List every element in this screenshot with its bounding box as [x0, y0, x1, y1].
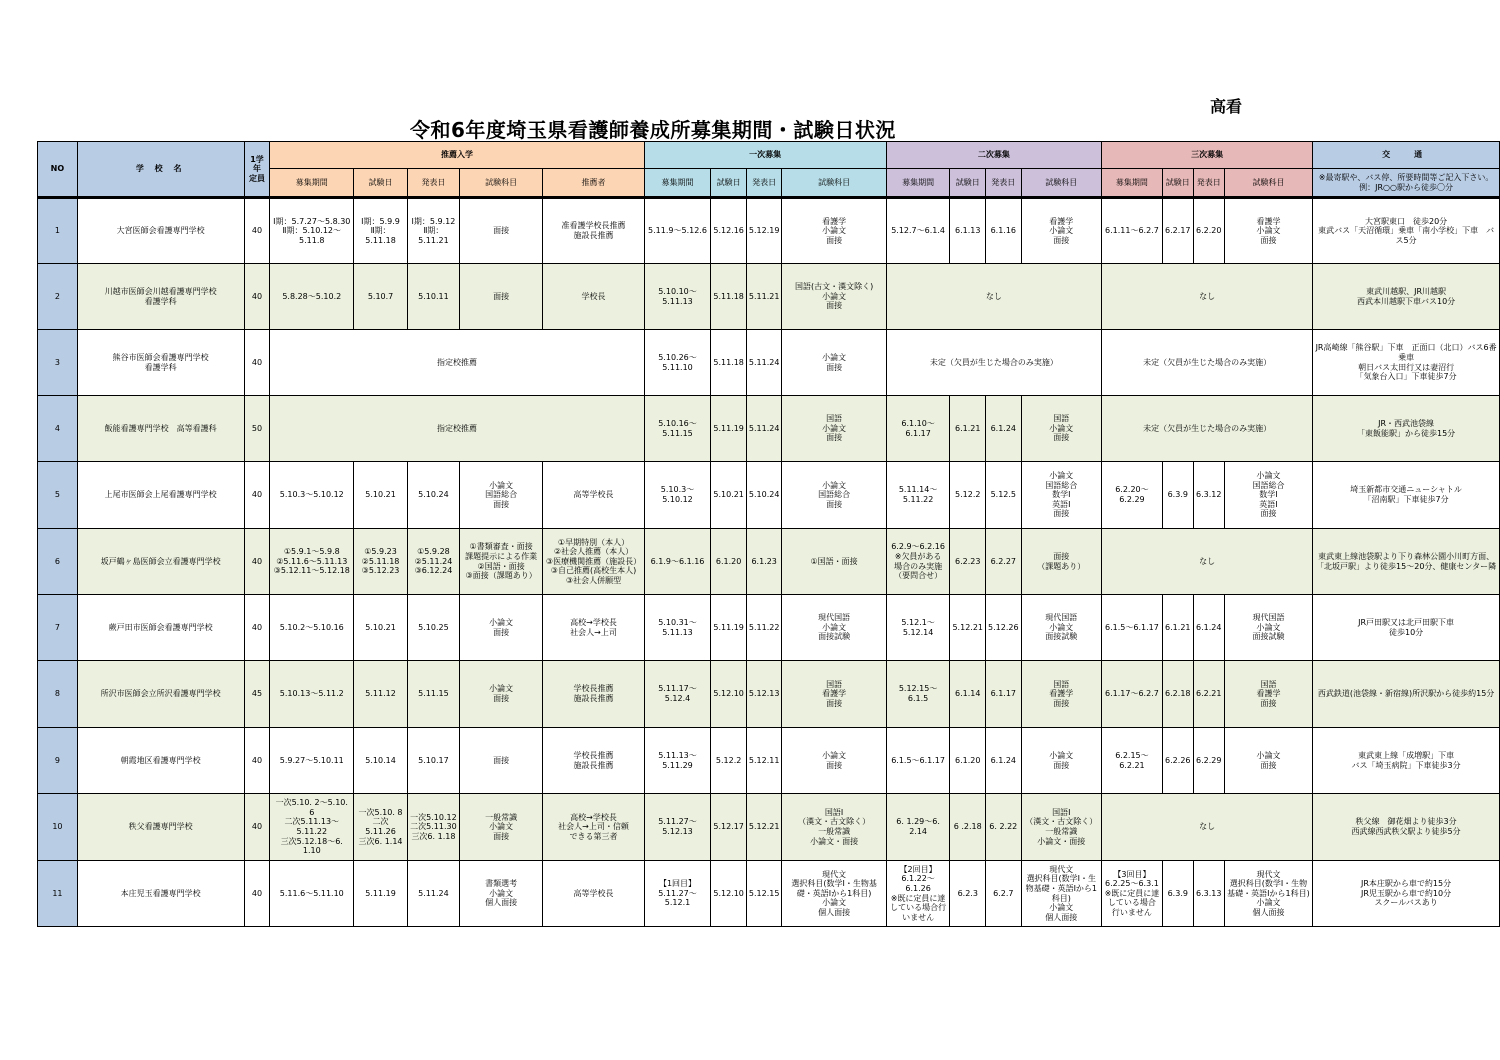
header-col: 試験科目: [1224, 169, 1312, 198]
third-round-cell: 6.3.9: [1162, 861, 1193, 927]
recommendation-cell: 5.10.7: [354, 264, 408, 330]
corner-label: 高看: [1210, 97, 1243, 116]
school-name: 秩父看護専門学校: [77, 794, 244, 861]
header-col: 募集期間: [644, 169, 711, 198]
first-round-cell: 5.11.18: [711, 264, 747, 330]
first-round-cell: 5.11.24: [746, 396, 782, 462]
third-round-merged: なし: [1102, 794, 1313, 861]
first-round-cell: 5.11.17～5.12.4: [644, 661, 711, 728]
transit-info: 埼玉新都市交通ニューシャトル 「沼南駅」下車徒歩7分: [1313, 462, 1500, 529]
header-col: 試験日: [1162, 169, 1193, 198]
header-no: NO: [38, 142, 78, 198]
capacity: 40: [244, 861, 270, 927]
exam-schedule-table: [37, 141, 1500, 927]
third-round-cell: 小論文 国語総合 数学Ⅰ 英語Ⅰ 面接: [1224, 462, 1312, 529]
third-round-cell: 6.1.5～6.1.17: [1102, 595, 1163, 661]
transit-info: JR戸田駅又は北戸田駅下車 徒歩10分: [1313, 595, 1500, 661]
first-round-cell: 5.12.19: [746, 198, 782, 264]
header-col: 発表日: [1193, 169, 1224, 198]
second-round-cell: 5.11.14～ 5.11.22: [886, 462, 950, 529]
recommendation-cell: Ⅰ期：5.7.27～5.8.30 Ⅱ期：5.10.12～5.11.8: [270, 198, 354, 264]
second-round-cell: 5.12.26: [986, 595, 1022, 661]
table-row: [38, 794, 1500, 861]
first-round-cell: 5.10.10～5.11.13: [644, 264, 711, 330]
header-col: 試験科目: [782, 169, 886, 198]
third-round-cell: 6.2.15～6.2.21: [1102, 728, 1163, 794]
capacity: 40: [244, 462, 270, 529]
transit-info: JR高崎線「熊谷駅」下車 正面口（北口）バス6番乗車 朝日バス太田行又は妻沼行 「気象台入口」下車徒歩7分: [1313, 330, 1500, 396]
header-transit: 交 通: [1313, 142, 1500, 169]
first-round-cell: 小論文 面接: [782, 330, 886, 396]
first-round-cell: 5.11.22: [746, 595, 782, 661]
table-row: [38, 396, 1500, 462]
first-round-cell: 5.11.27～5.12.13: [644, 794, 711, 861]
third-round-cell: 6.2.21: [1193, 661, 1224, 728]
header-col: 募集期間: [1102, 169, 1163, 198]
third-round-cell: 6.1.21: [1162, 595, 1193, 661]
row-number: 5: [38, 462, 78, 529]
third-round-cell: 6.1.17～6.2.7: [1102, 661, 1163, 728]
row-number: 4: [38, 396, 78, 462]
recommendation-cell: 一次5.10. 2～5.10. 6 二次5.11.13～ 5.11.22 三次5.12.18～6. 1.10: [270, 794, 354, 861]
transit-info: JR・西武池袋線 「東飯能駅」から徒歩15分: [1313, 396, 1500, 462]
header-transit-note: ※最寄駅や、バス停、所要時間等ご記入下さい。 例：JR○○駅から徒歩〇分: [1313, 169, 1500, 198]
first-round-cell: 5.12.10: [711, 661, 747, 728]
recommendation-cell: 一次5.10.12 二次5.11.30 三次6. 1.18: [407, 794, 459, 861]
row-number: 7: [38, 595, 78, 661]
third-round-cell: 6.2.20～6.2.29: [1102, 462, 1163, 529]
row-number: 10: [38, 794, 78, 861]
school-name: 上尾市医師会上尾看護専門学校: [77, 462, 244, 529]
recommendation-cell: 5.10.21: [354, 595, 408, 661]
header-school: 学 校 名: [77, 142, 244, 198]
second-round-cell: 6. 1.29～6. 2.14: [886, 794, 950, 861]
first-round-cell: 5.12.11: [746, 728, 782, 794]
second-round-cell: 6.1.13: [950, 198, 986, 264]
transit-info: 東武東上線「成増駅」下車 バス「埼玉病院」下車徒歩3分: [1313, 728, 1500, 794]
first-round-cell: 5.10.16～5.11.15: [644, 396, 711, 462]
header-col: 試験日: [354, 169, 408, 198]
header-col: 発表日: [746, 169, 782, 198]
recommendation-cell: 一次5.10. 8 二次 5.11.26 三次6. 1.14: [354, 794, 408, 861]
row-number: 8: [38, 661, 78, 728]
first-round-cell: 5.12.17: [711, 794, 747, 861]
first-round-cell: 現代文 選択科目(数学Ⅰ・生物基礎・英語Ⅰから1科目) 小論文 個人面接: [782, 861, 886, 927]
recommendation-cell: 高校→学校長 社会人→上司: [543, 595, 644, 661]
first-round-cell: 5.12.16: [711, 198, 747, 264]
third-round-cell: 6.2.26: [1162, 728, 1193, 794]
header-col: 推薦者: [543, 169, 644, 198]
row-number: 11: [38, 861, 78, 927]
capacity: 40: [244, 198, 270, 264]
recommendation-cell: 5.8.28～5.10.2: [270, 264, 354, 330]
second-round-merged: 未定（欠員が生じた場合のみ実施）: [886, 330, 1101, 396]
page-title: 令和6年度埼玉県看護師養成所募集期間・試験日状況: [410, 118, 896, 142]
capacity: 40: [244, 595, 270, 661]
transit-info: 東武東上線池袋駅より下り森林公園小川町方面、 「北坂戸駅」より徒歩15～20分、健康センター隣: [1313, 529, 1500, 595]
header-col: 募集期間: [270, 169, 354, 198]
second-round-cell: 【2回目】 6.1.22～6.1.26 ※既に定員に達している場合行いません: [886, 861, 950, 927]
second-round-cell: 6.1.17: [986, 661, 1022, 728]
third-round-cell: 6.1.11～6.2.7: [1102, 198, 1163, 264]
header-third-round: 三次募集: [1102, 142, 1313, 169]
first-round-cell: 5.10.24: [746, 462, 782, 529]
school-name: 本庄児玉看護専門学校: [77, 861, 244, 927]
second-round-cell: 看護学 小論文 面接: [1021, 198, 1101, 264]
capacity: 50: [244, 396, 270, 462]
recommendation-cell: 5.11.19: [354, 861, 408, 927]
header-second-round: 二次募集: [886, 142, 1101, 169]
second-round-cell: 現代文 選択科目(数学Ⅰ・生物基礎・英語Ⅰから1科目) 小論文 個人面接: [1021, 861, 1101, 927]
recommendation-cell: Ⅰ期：5.9.9 Ⅱ期：5.11.18: [354, 198, 408, 264]
recommendation-cell: 5.11.15: [407, 661, 459, 728]
table-row: [38, 529, 1500, 595]
first-round-cell: 【1回目】 5.11.27～5.12.1: [644, 861, 711, 927]
recommendation-cell: 准看護学校長推薦 施設長推薦: [543, 198, 644, 264]
first-round-cell: 看護学 小論文 面接: [782, 198, 886, 264]
first-round-cell: 5.10.31～5.11.13: [644, 595, 711, 661]
second-round-cell: 6.1.5～6.1.17: [886, 728, 950, 794]
recommendation-cell: 5.10.25: [407, 595, 459, 661]
third-round-cell: 6.1.24: [1193, 595, 1224, 661]
first-round-cell: 5.11.9～5.12.6: [644, 198, 711, 264]
recommendation-cell: 5.9.27～5.10.11: [270, 728, 354, 794]
second-round-cell: 6.2.7: [986, 861, 1022, 927]
second-round-cell: 現代国語 小論文 面接試験: [1021, 595, 1101, 661]
second-round-cell: 6.2.23: [950, 529, 986, 595]
recommendation-cell: 小論文 国語総合 面接: [459, 462, 542, 529]
first-round-cell: 5.11.19: [711, 595, 747, 661]
header-capacity: 1学年 定員: [244, 142, 270, 198]
school-name: 坂戸鶴ヶ島医師会立看護専門学校: [77, 529, 244, 595]
recommendation-cell: 5.10.3～5.10.12: [270, 462, 354, 529]
table-row: [38, 462, 1500, 529]
table-row: [38, 595, 1500, 661]
recommendation-cell: 小論文 面接: [459, 661, 542, 728]
table-row: [38, 264, 1500, 330]
recommendation-cell: ①5.9.1～5.9.8 ②5.11.6～5.11.13 ③5.12.11～5.12.18: [270, 529, 354, 595]
second-round-cell: 5.12.5: [986, 462, 1022, 529]
first-round-cell: 6.1.23: [746, 529, 782, 595]
transit-info: 西武鉄道(池袋線・新宿線)所沢駅から徒歩約15分: [1313, 661, 1500, 728]
third-round-cell: 6.3.13: [1193, 861, 1224, 927]
first-round-cell: 5.10.21: [711, 462, 747, 529]
recommendation-cell: 5.11.12: [354, 661, 408, 728]
table-row: [38, 198, 1500, 264]
header-first-round: 一次募集: [644, 142, 886, 169]
second-round-cell: 5.12.15～6.1.5: [886, 661, 950, 728]
recommendation-cell: 面接: [459, 728, 542, 794]
recommendation-cell: ①書類審査・面接 課題提示による作業 ②国語・面接 ③面接（課題あり）: [459, 529, 542, 595]
first-round-cell: 5.10.3～5.10.12: [644, 462, 711, 529]
recommendation-cell: 高等学校長: [543, 462, 644, 529]
first-round-cell: 5.11.13～5.11.29: [644, 728, 711, 794]
header-col: 発表日: [407, 169, 459, 198]
transit-info: 東武川越駅、JR川越駅 西武本川越駅下車バス10分: [1313, 264, 1500, 330]
capacity: 40: [244, 330, 270, 396]
first-round-cell: 5.12.15: [746, 861, 782, 927]
second-round-cell: 6.1.24: [986, 396, 1022, 462]
second-round-cell: 6 .2.18: [950, 794, 986, 861]
first-round-cell: 5.11.18: [711, 330, 747, 396]
table-row: [38, 861, 1500, 927]
first-round-cell: 5.11.24: [746, 330, 782, 396]
second-round-cell: 6.1.16: [986, 198, 1022, 264]
recommendation-cell: 5.10.11: [407, 264, 459, 330]
recommendation-cell: 高等学校長: [543, 861, 644, 927]
recommendation-cell: Ⅰ期：5.9.12 Ⅱ期：5.11.21: [407, 198, 459, 264]
row-number: 6: [38, 529, 78, 595]
third-round-cell: 6.3.12: [1193, 462, 1224, 529]
first-round-cell: 小論文 国語総合 面接: [782, 462, 886, 529]
first-round-cell: 5.12.21: [746, 794, 782, 861]
capacity: 40: [244, 794, 270, 861]
third-round-cell: 国語 看護学 面接: [1224, 661, 1312, 728]
header-col: 試験日: [711, 169, 747, 198]
third-round-merged: 未定（欠員が生じた場合のみ実施）: [1102, 396, 1313, 462]
transit-info: 大宮駅東口 徒歩20分 東武バス「天沼循環」乗車「南小学校」下車 バス5分: [1313, 198, 1500, 264]
recommendation-cell: 面接: [459, 264, 542, 330]
recommendation-cell: 5.10.13～5.11.2: [270, 661, 354, 728]
second-round-cell: 国語Ⅰ （漢文・古文除く） 一般常識 小論文・面接: [1021, 794, 1101, 861]
recommendation-cell: 書類選考 小論文 個人面接: [459, 861, 542, 927]
first-round-cell: 6.1.20: [711, 529, 747, 595]
header-recommendation: 推薦入学: [270, 142, 644, 169]
header-col: 発表日: [986, 169, 1022, 198]
third-round-cell: 6.3.9: [1162, 462, 1193, 529]
recommendation-cell: ①5.9.28 ②5.11.24 ③6.12.24: [407, 529, 459, 595]
recommendation-cell: 5.10.24: [407, 462, 459, 529]
third-round-cell: 6.2.18: [1162, 661, 1193, 728]
recommendation-cell: 5.10.17: [407, 728, 459, 794]
second-round-cell: 5.12.7～6.1.4: [886, 198, 950, 264]
recommendation-cell: 学校長推薦 施設長推薦: [543, 661, 644, 728]
second-round-cell: 面接 （課題あり）: [1021, 529, 1101, 595]
second-round-cell: 国語 小論文 面接: [1021, 396, 1101, 462]
row-number: 2: [38, 264, 78, 330]
recommendation-cell: 5.10.2～5.10.16: [270, 595, 354, 661]
second-round-cell: 5.12.21: [950, 595, 986, 661]
school-name: 所沢市医師会立所沢看護専門学校: [77, 661, 244, 728]
second-round-cell: 小論文 国語総合 数学Ⅰ 英語Ⅰ 面接: [1021, 462, 1101, 529]
second-round-cell: 国語 看護学 面接: [1021, 661, 1101, 728]
third-round-cell: 現代文 選択科目(数学Ⅰ・生物基礎・英語Ⅰから1科目) 小論文 個人面接: [1224, 861, 1312, 927]
school-name: 朝霞地区看護専門学校: [77, 728, 244, 794]
second-round-cell: 6.2.3: [950, 861, 986, 927]
recommendation-cell: 一般常識 小論文 面接: [459, 794, 542, 861]
second-round-merged: なし: [886, 264, 1101, 330]
row-number: 9: [38, 728, 78, 794]
capacity: 45: [244, 661, 270, 728]
recommendation-cell: 学校長: [543, 264, 644, 330]
second-round-cell: 6.1.14: [950, 661, 986, 728]
third-round-cell: 6.2.29: [1193, 728, 1224, 794]
second-round-cell: 6.1.20: [950, 728, 986, 794]
school-name: 飯能看護専門学校 高等看護科: [77, 396, 244, 462]
recommendation-cell: 学校長推薦 施設長推薦: [543, 728, 644, 794]
second-round-cell: 6.2.27: [986, 529, 1022, 595]
header-col: 募集期間: [886, 169, 950, 198]
header-col: 試験科目: [1021, 169, 1101, 198]
second-round-cell: 6.2.9～6.2.16 ※欠員がある 場合のみ実施 （要問合せ）: [886, 529, 950, 595]
recommendation-cell: ①5.9.23 ②5.11.18 ③5.12.23: [354, 529, 408, 595]
first-round-cell: 国語Ⅰ （漢文・古文除く） 一般常識 小論文・面接: [782, 794, 886, 861]
first-round-cell: 国語(古文・漢文除く) 小論文 面接: [782, 264, 886, 330]
first-round-cell: 国語 看護学 面接: [782, 661, 886, 728]
recommendation-cell: 高校→学校長 社会人→上司・信頼 できる第三者: [543, 794, 644, 861]
second-round-cell: 6. 2.22: [986, 794, 1022, 861]
first-round-cell: 5.11.19: [711, 396, 747, 462]
first-round-cell: 5.12.10: [711, 861, 747, 927]
second-round-cell: 小論文 面接: [1021, 728, 1101, 794]
third-round-merged: なし: [1102, 264, 1313, 330]
table-row: [38, 330, 1500, 396]
third-round-cell: 看護学 小論文 面接: [1224, 198, 1312, 264]
first-round-cell: 国語 小論文 面接: [782, 396, 886, 462]
header-col: 試験科目: [459, 169, 542, 198]
capacity: 40: [244, 264, 270, 330]
third-round-cell: 6.2.17: [1162, 198, 1193, 264]
recommendation-merged: 指定校推薦: [270, 330, 644, 396]
third-round-merged: なし: [1102, 529, 1313, 595]
third-round-cell: 小論文 面接: [1224, 728, 1312, 794]
first-round-cell: 現代国語 小論文 面接試験: [782, 595, 886, 661]
school-name: 大宮医師会看護専門学校: [77, 198, 244, 264]
row-number: 3: [38, 330, 78, 396]
first-round-cell: 5.12.13: [746, 661, 782, 728]
header-col: 試験日: [950, 169, 986, 198]
first-round-cell: ①国語・面接: [782, 529, 886, 595]
recommendation-cell: 5.10.14: [354, 728, 408, 794]
second-round-cell: 5.12.2: [950, 462, 986, 529]
school-name: 熊谷市医師会看護専門学校 看護学科: [77, 330, 244, 396]
transit-info: 秩父線 御花畑より徒歩3分 西武線西武秩父駅より徒歩5分: [1313, 794, 1500, 861]
first-round-cell: 6.1.9～6.1.16: [644, 529, 711, 595]
recommendation-cell: 5.10.21: [354, 462, 408, 529]
third-round-merged: 未定（欠員が生じた場合のみ実施）: [1102, 330, 1313, 396]
table-row: [38, 728, 1500, 794]
first-round-cell: 5.11.21: [746, 264, 782, 330]
row-number: 1: [38, 198, 78, 264]
third-round-cell: 6.2.20: [1193, 198, 1224, 264]
recommendation-cell: 5.11.24: [407, 861, 459, 927]
school-name: 蕨戸田市医師会看護専門学校: [77, 595, 244, 661]
recommendation-cell: 小論文 面接: [459, 595, 542, 661]
transit-info: JR本庄駅から車で約15分 JR児玉駅から車で約10分 スクールバスあり: [1313, 861, 1500, 927]
second-round-cell: 6.1.24: [986, 728, 1022, 794]
recommendation-cell: 面接: [459, 198, 542, 264]
recommendation-cell: ①早期特別（本人） ②社会人推薦（本人） ③医療機関推薦（施設長） ③自己推薦(高校生本人) ③社会人併願型: [543, 529, 644, 595]
school-name: 川越市医師会川越看護専門学校 看護学科: [77, 264, 244, 330]
first-round-cell: 5.12.2: [711, 728, 747, 794]
first-round-cell: 5.10.26～5.11.10: [644, 330, 711, 396]
recommendation-cell: 5.11.6～5.11.10: [270, 861, 354, 927]
first-round-cell: 小論文 面接: [782, 728, 886, 794]
capacity: 40: [244, 529, 270, 595]
table-row: [38, 661, 1500, 728]
second-round-cell: 5.12.1～5.12.14: [886, 595, 950, 661]
second-round-cell: 6.1.10～6.1.17: [886, 396, 950, 462]
second-round-cell: 6.1.21: [950, 396, 986, 462]
capacity: 40: [244, 728, 270, 794]
third-round-cell: 現代国語 小論文 面接試験: [1224, 595, 1312, 661]
recommendation-merged: 指定校推薦: [270, 396, 644, 462]
third-round-cell: 【3回目】 6.2.25～6.3.1 ※既に定員に達している場合行いません: [1102, 861, 1163, 927]
